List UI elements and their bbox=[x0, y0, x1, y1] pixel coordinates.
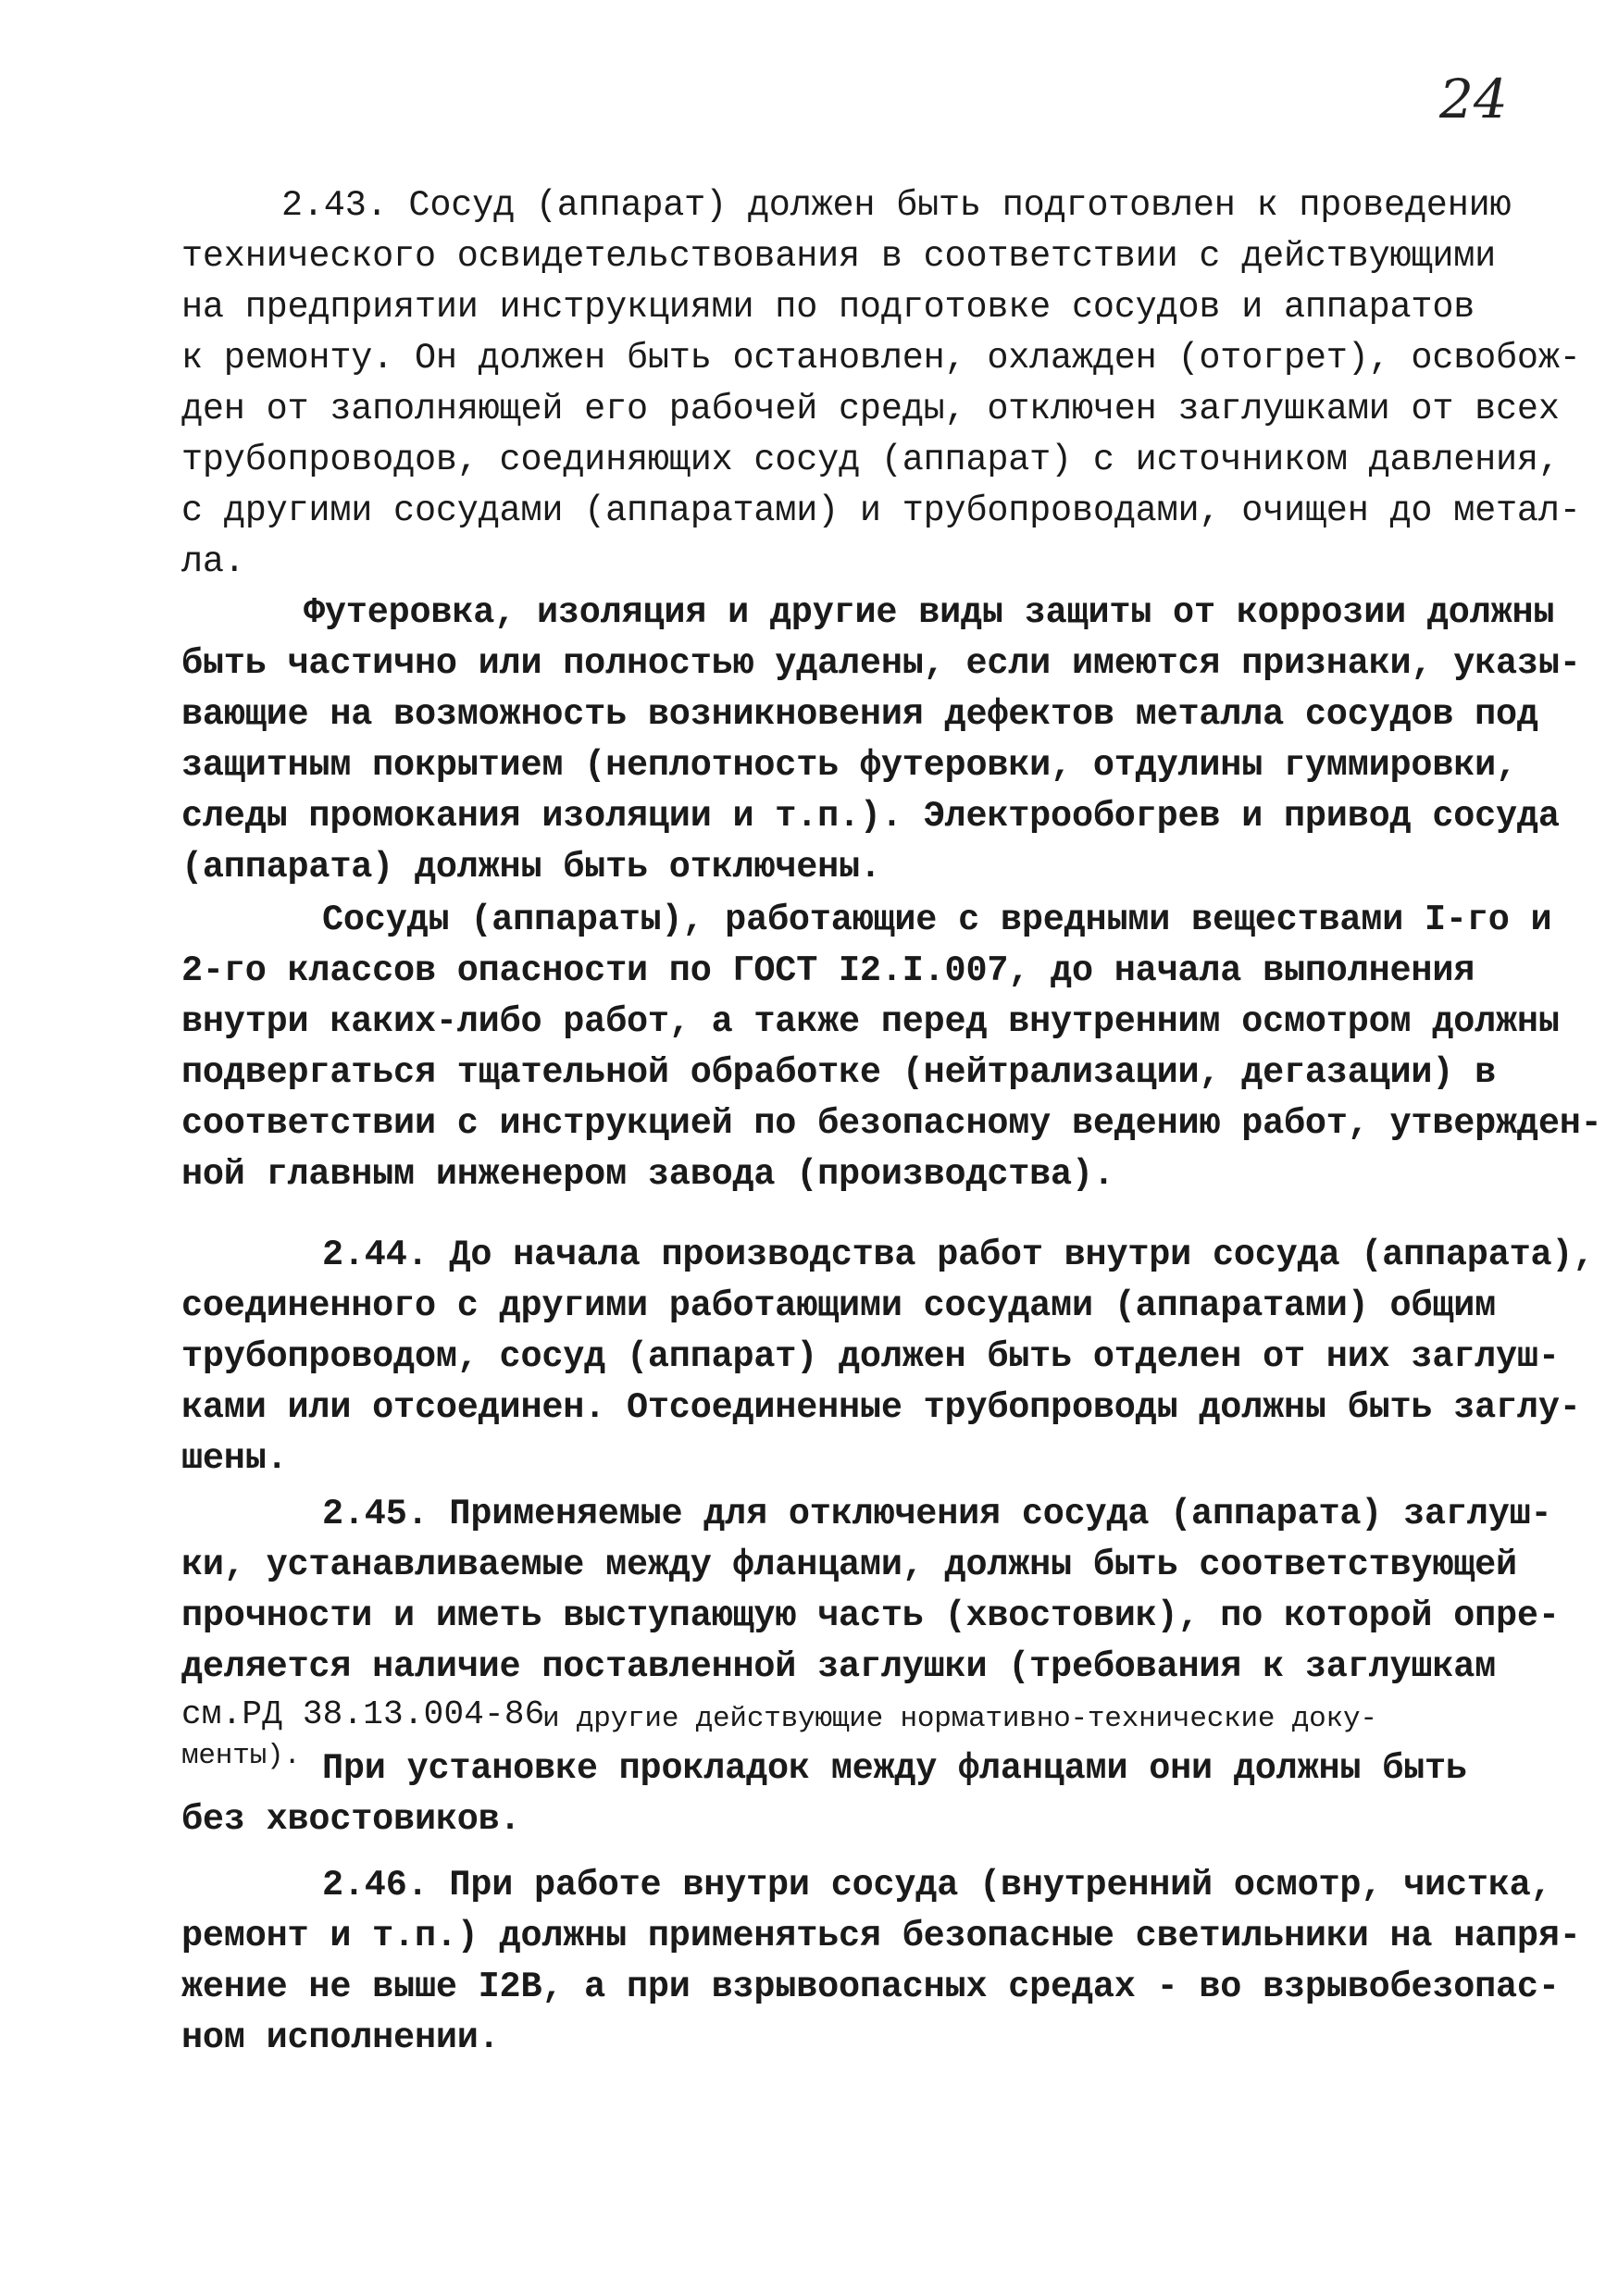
paragraph-2-45-line-5a: см.РД 38.13.004-86 bbox=[181, 1695, 545, 1733]
paragraph-2-45-line-5b: и другие действующие нормативно-технические доку- bbox=[542, 1703, 1377, 1735]
paragraph-2-45-line-2: ки, устанавливаемые между фланцами, должны быть соответствующей bbox=[181, 1545, 1517, 1585]
paragraph-2-45-line-4: деляется наличие поставленной заглушки (требования к заглушкам bbox=[181, 1646, 1497, 1687]
paragraph-2-44-line-3: трубопроводом, сосуд (аппарат) должен быть отделен от них заглуш- bbox=[181, 1336, 1560, 1377]
paragraph-2-45-line-6b: При установке прокладок между фланцами они должны быть bbox=[322, 1748, 1467, 1789]
paragraph-2-43-line-8: ла. bbox=[181, 541, 245, 582]
paragraph-2-43-line-5: ден от заполняющей его рабочей среды, отключен заглушками от всех bbox=[181, 389, 1560, 429]
paragraph-2-44-line-1: 2.44. До начала производства работ внутри сосуда (аппарата), bbox=[322, 1235, 1595, 1275]
paragraph-2-43-line-4: к ремонту. Он должен быть остановлен, охлажден (отогрет), освобож- bbox=[181, 338, 1581, 379]
harmful-paragraph-line-6: ной главным инженером завода (производства). bbox=[181, 1154, 1114, 1195]
lining-paragraph-line-6: (аппарата) должны быть отключены. bbox=[181, 847, 881, 887]
harmful-paragraph-line-5: соответствии с инструкцией по безопасному ведению работ, утвержден- bbox=[181, 1103, 1602, 1144]
paragraph-2-46-line-2: ремонт и т.п.) должны применяться безопасные светильники на напря- bbox=[181, 1916, 1581, 1956]
lining-paragraph-line-4: защитным покрытием (неплотность футеровки, отдулины гуммировки, bbox=[181, 745, 1517, 786]
lining-paragraph-line-5: следы промокания изоляции и т.п.). Электрообогрев и привод сосуда bbox=[181, 796, 1560, 837]
paragraph-2-43-line-3: на предприятии инструкциями по подготовке сосудов и аппаратов bbox=[181, 287, 1475, 328]
paragraph-2-44-line-2: соединенного с другими работающими сосудами (аппаратами) общим bbox=[181, 1285, 1497, 1326]
lining-paragraph-line-3: вающие на возможность возникновения дефектов металла сосудов под bbox=[181, 694, 1538, 735]
paragraph-2-43-line-2: технического освидетельствования в соответствии с действующими bbox=[181, 236, 1497, 277]
paragraph-2-46-line-1: 2.46. При работе внутри сосуда (внутренний осмотр, чистка, bbox=[322, 1865, 1552, 1905]
paragraph-2-46-line-4: ном исполнении. bbox=[181, 2017, 500, 2058]
paragraph-2-45-line-7: без хвостовиков. bbox=[181, 1799, 521, 1840]
harmful-paragraph-line-4: подвергаться тщательной обработке (нейтрализации, дегазации) в bbox=[181, 1052, 1497, 1093]
paragraph-2-45-line-3: прочности и иметь выступающую часть (хвостовик), по которой опре- bbox=[181, 1595, 1560, 1636]
paragraph-2-45-line-6a: менты). bbox=[181, 1740, 301, 1772]
harmful-paragraph-line-2: 2-го классов опасности по ГОСТ I2.I.007, до начала выполнения bbox=[181, 950, 1475, 991]
paragraph-2-44-line-5: шены. bbox=[181, 1438, 288, 1479]
lining-paragraph-line-2: быть частично или полностью удалены, если имеются признаки, указы- bbox=[181, 643, 1581, 684]
paragraph-2-43-line-6: трубопроводов, соединяющих сосуд (аппарат) с источником давления, bbox=[181, 440, 1560, 480]
paragraph-2-45-line-1: 2.45. Применяемые для отключения сосуда (аппарата) заглуш- bbox=[322, 1494, 1552, 1534]
page-number: 24 bbox=[1439, 68, 1508, 130]
paragraph-2-43-line-1: 2.43. Сосуд (аппарат) должен быть подготовлен к проведению bbox=[281, 185, 1512, 226]
paragraph-2-43-line-7: с другими сосудами (аппаратами) и трубопроводами, очищен до метал- bbox=[181, 490, 1581, 531]
harmful-paragraph-line-1: Сосуды (аппараты), работающие с вредными веществами I-го и bbox=[322, 900, 1552, 940]
lining-paragraph-line-1: Футеровка, изоляция и другие виды защиты от коррозии должны bbox=[304, 592, 1555, 633]
paragraph-2-46-line-3: жение не выше I2В, а при взрывоопасных средах - во взрывобезопас- bbox=[181, 1967, 1560, 2007]
paragraph-2-44-line-4: ками или отсоединен. Отсоединенные трубопроводы должны быть заглу- bbox=[181, 1387, 1581, 1428]
harmful-paragraph-line-3: внутри каких-либо работ, а также перед внутренним осмотром должны bbox=[181, 1001, 1560, 1042]
